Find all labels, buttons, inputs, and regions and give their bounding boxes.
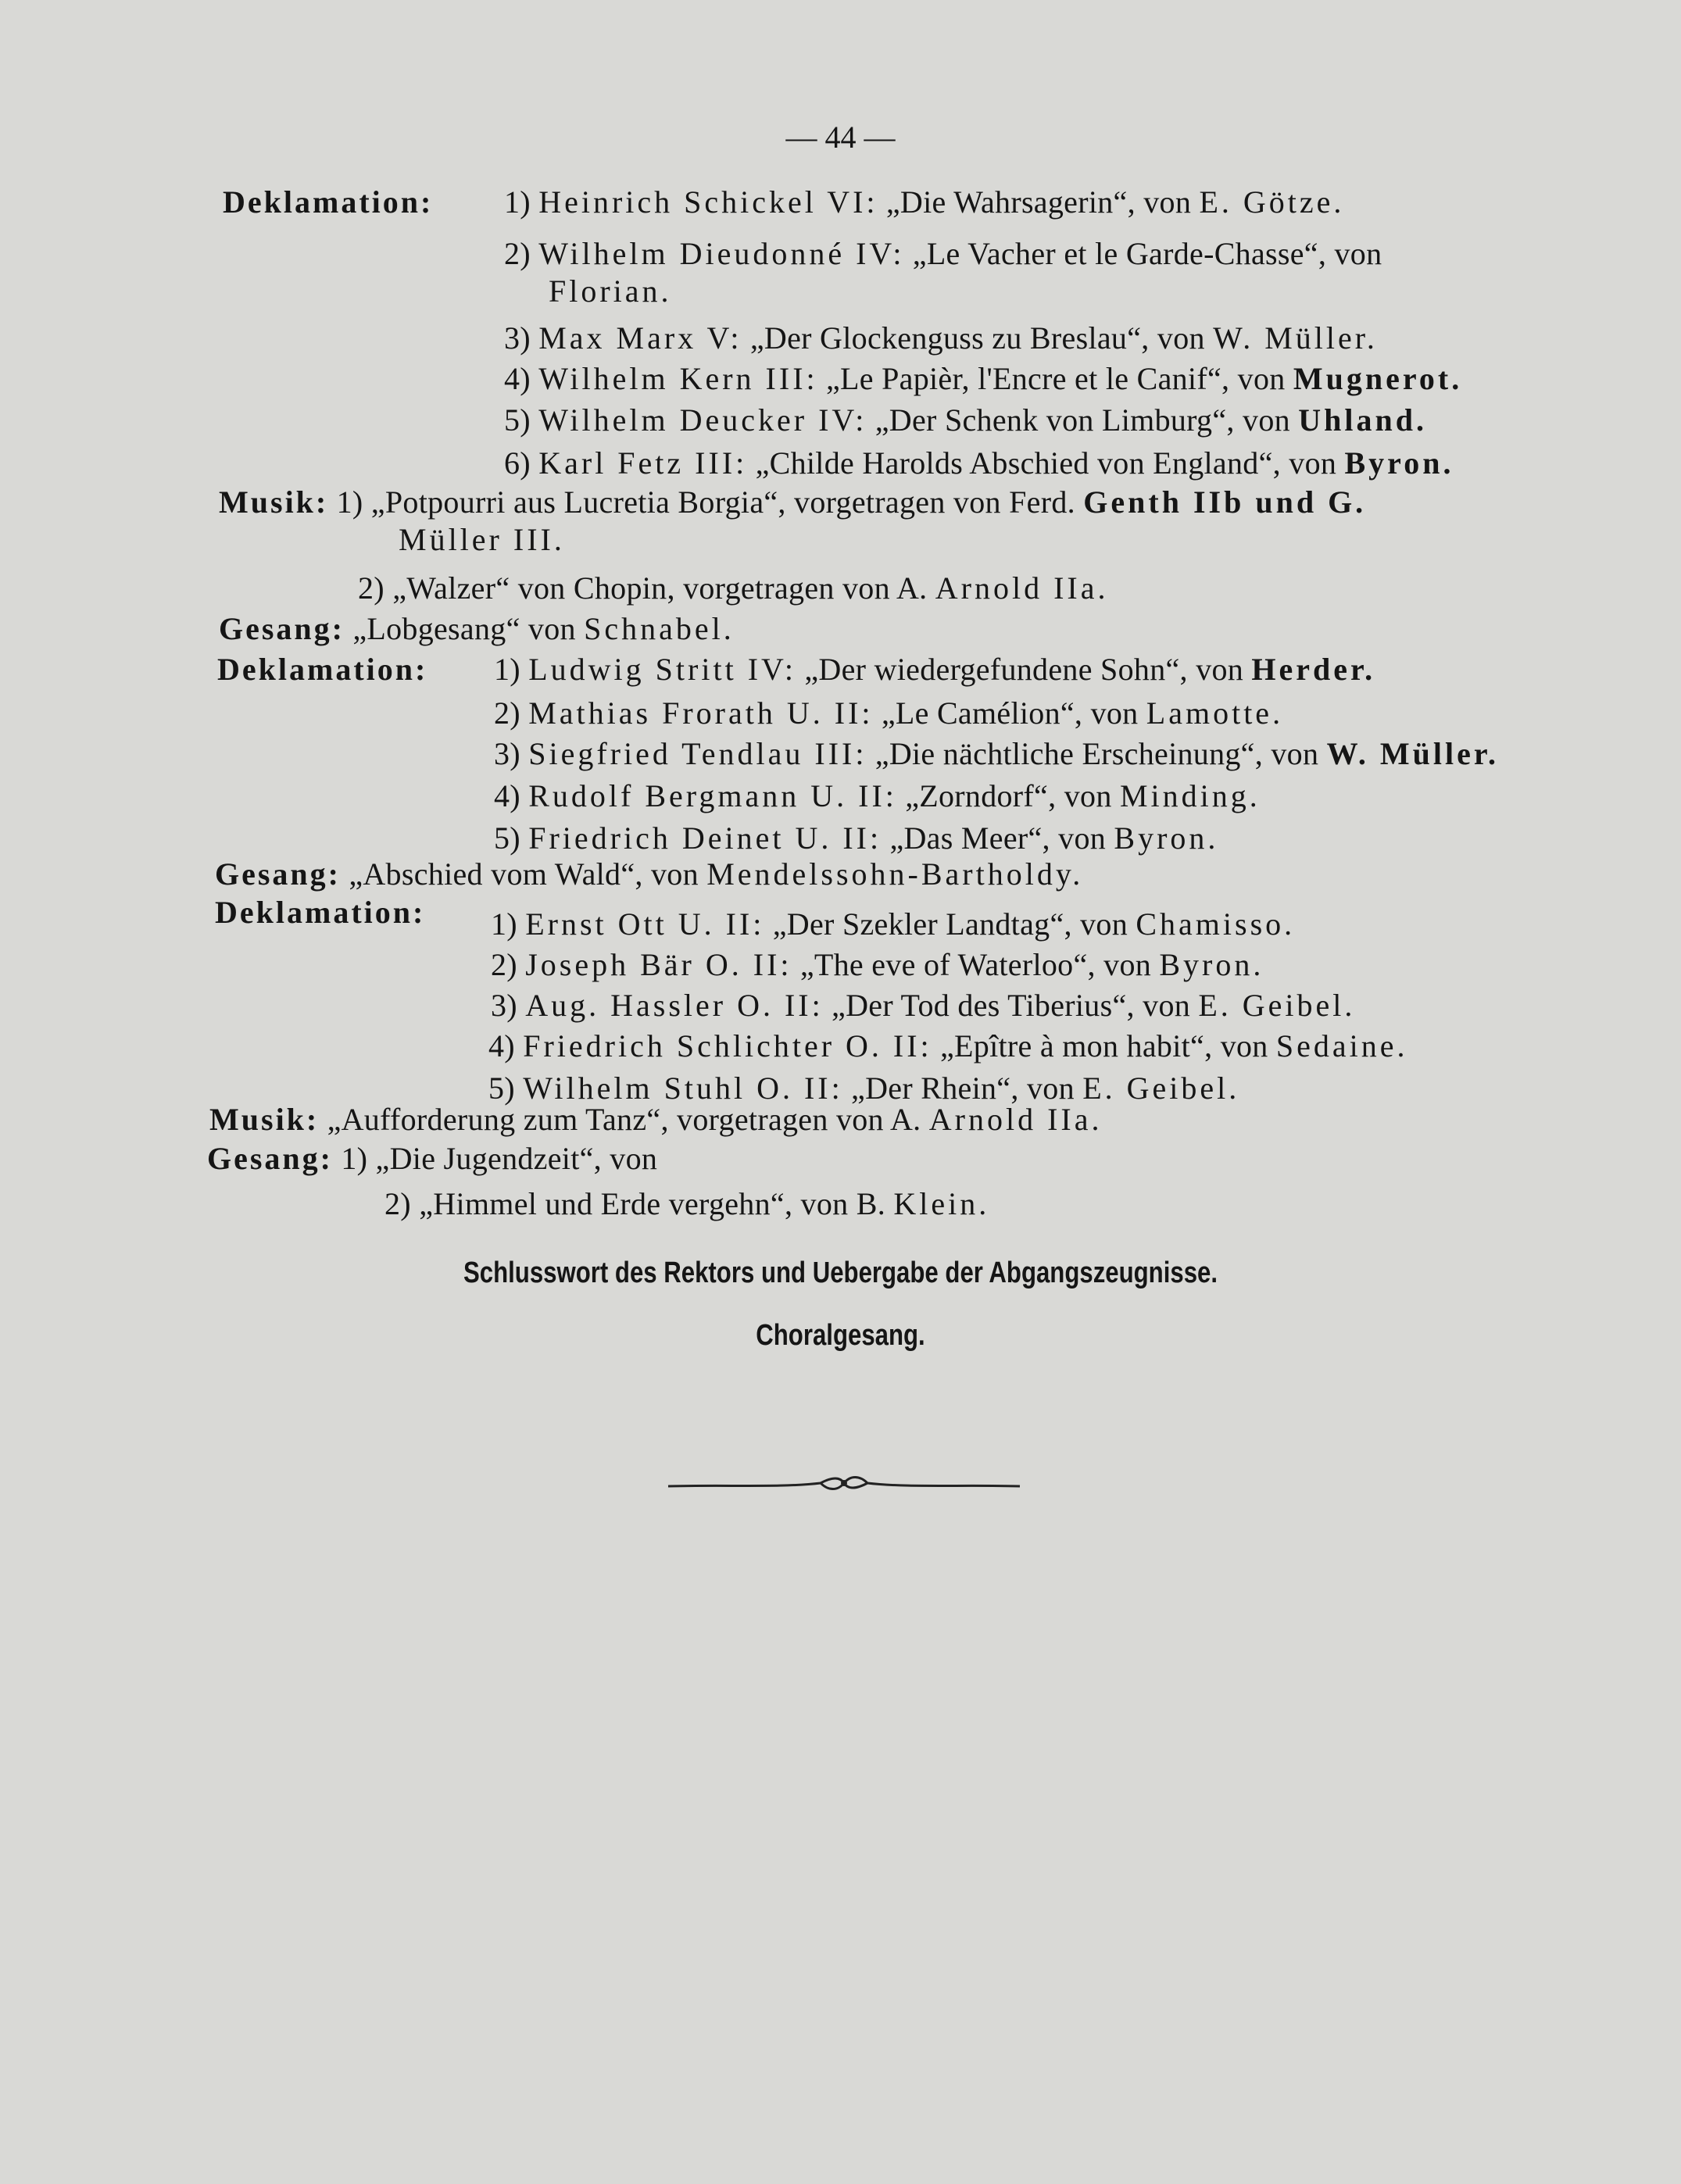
list-item: Musik: „Aufforderung zum Tanz“, vorgetragen von A. Arnold IIa. (209, 1102, 1103, 1137)
choral-song: Choralgesang. (756, 1319, 925, 1352)
list-item: 5) Wilhelm Deucker IV: „Der Schenk von Limburg“, von Uhland. (504, 402, 1427, 438)
list-item: 2) Mathias Frorath U. II: „Le Camélion“, von Lamotte. (494, 695, 1284, 731)
list-item: 6) Karl Fetz III: „Childe Harolds Abschied von England“, von Byron. (504, 445, 1454, 481)
list-item: 1) Ernst Ott U. II: „Der Szekler Landtag“, von Chamisso. (491, 906, 1296, 942)
list-item: 2) Joseph Bär O. II: „The eve of Waterloo“, von Byron. (491, 947, 1264, 982)
section-label-deklamation: Deklamation: (223, 184, 434, 220)
list-item: 2) „Walzer“ von Chopin, vorgetragen von A. Arnold IIa. (358, 570, 1109, 606)
list-item: 1) Ludwig Stritt IV: „Der wiedergefundene Sohn“, von Herder. (494, 652, 1376, 687)
list-item: 5) Friedrich Deinet U. II: „Das Meer“, von Byron. (494, 820, 1219, 856)
section-label-deklamation: Deklamation: (217, 652, 428, 687)
list-item: Gesang: „Lobgesang“ von Schnabel. (219, 611, 735, 646)
list-item: Gesang: 1) „Die Jugendzeit“, von (207, 1141, 658, 1176)
list-item: 4) Wilhelm Kern III: „Le Papièr, l'Encre et le Canif“, von Mugnerot. (504, 361, 1463, 396)
list-item-continuation: Florian. (549, 273, 672, 309)
list-item: 1) Heinrich Schickel VI: „Die Wahrsagerin“, von E. Götze. (504, 184, 1345, 220)
list-item: Musik: 1) „Potpourri aus Lucretia Borgia“, vorgetragen von Ferd. Genth IIb und G. (219, 484, 1367, 520)
list-item: 4) Friedrich Schlichter O. II: „Epître à mon habit“, von Sedaine. (488, 1028, 1408, 1063)
list-item: 2) „Himmel und Erde vergehn“, von B. Klein. (384, 1186, 990, 1221)
list-item: 3) Siegfried Tendlau III: „Die nächtliche Erscheinung“, von W. Müller. (494, 736, 1499, 771)
list-item: Gesang: „Abschied vom Wald“, von Mendelssohn-Bartholdy. (215, 856, 1084, 892)
list-item: 2) Wilhelm Dieudonné IV: „Le Vacher et le Garde-Chasse“, von (504, 236, 1382, 271)
list-item: 3) Aug. Hassler O. II: „Der Tod des Tiberius“, von E. Geibel. (491, 988, 1356, 1023)
list-item: 3) Max Marx V: „Der Glockenguss zu Breslau“, von W. Müller. (504, 320, 1378, 356)
page-number: — 44 — (785, 120, 896, 155)
ornament-divider-icon (664, 1469, 1024, 1500)
section-label-deklamation: Deklamation: (215, 895, 426, 930)
list-item: 5) Wilhelm Stuhl O. II: „Der Rhein“, von E. Geibel. (488, 1071, 1240, 1106)
list-item-continuation: Müller III. (399, 522, 565, 557)
closing-remarks: Schlusswort des Rektors und Uebergabe der Abgangszeugnisse. (463, 1256, 1218, 1289)
list-item: 4) Rudolf Bergmann U. II: „Zorndorf“, von Minding. (494, 778, 1261, 813)
